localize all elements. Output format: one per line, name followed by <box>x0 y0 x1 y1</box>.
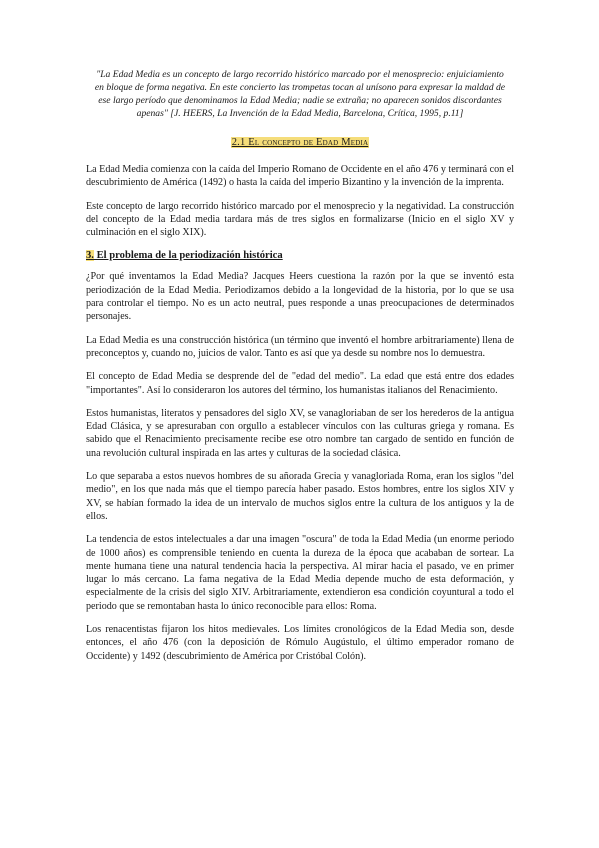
document-page <box>86 68 514 673</box>
subheading-number: 3. <box>86 250 94 262</box>
paragraph: Los renacentistas fijaron los hitos medievales. Los límites cronológicos de la Edad Media son, desde entonces, el año 476 (con la deposición de Rómulo Augústulo, el último emperador romano de Occidente) y 1492 (descubrimiento de América por Cristóbal Colón). <box>86 624 514 662</box>
paragraph: ¿Por qué inventamos la Edad Media? Jacques Heers cuestiona la razón por la que se inventó esta periodización de la Edad Media. Periodizamos debido a la longevidad de la historia, por lo que se usa para controlar el tiempo. No es un acto neutral, pues responde a unas preocupaciones de determinados personajes. <box>86 271 514 323</box>
paragraph: Lo que separaba a estos nuevos hombres de su añorada Grecia y vanagloriada Roma, eran los siglos "del medio", en los que nada más que el tiempo parecía haber pasado. Estos hombres, entre los siglos XIV y XV, se habían formado la idea de un intervalo de muchos siglos entre la cultura de los antiguos y la de ellos. <box>86 471 514 522</box>
paragraph: La Edad Media comienza con la caída del Imperio Romano de Occidente en el año 476 y terminará con el descubrimiento de América (1492) o hasta la caída del imperio Bizantino y la invención de la imprenta. <box>86 164 514 189</box>
subheading-text: El problema de la periodización histórica <box>93 250 283 262</box>
section-title <box>86 136 514 149</box>
epigraph-quote: "La Edad Media es un concepto de largo recorrido histórico marcado por el menosprecio: enjuiciamiento en bloque de forma negativa. En este concierto las trompetas tocan al unísono para expresar la maldad de ese largo período que denominamos la Edad Media; nadie se extraña; no aparecen sonidos discordantes apenas" [J. HEERS, La Invención de la Edad Media, Barcelona, Crítica, 1995, p.11] <box>94 69 506 119</box>
paragraph: El concepto de Edad Media se desprende del de "edad del medio". La edad que está entre dos edades "importantes". Así lo consideraron los autores del término, los humanistas italianos del Renacimiento. <box>86 371 514 396</box>
section-title-text: 2.1 El concepto de Edad Media <box>231 137 369 148</box>
paragraph: La tendencia de estos intelectuales a dar una imagen "oscura" de toda la Edad Media (un enorme periodo de 1000 años) es comprensible teniendo en cuenta la dureza de la época que acababan de sortear. La mente humana tiene una natural tendencia hacia la perspectiva. Al mirar hacia el pasado, ve en primer lugar lo más cercano. La fama negativa de la Edad Media depende mucho de esta deformación, y especialmente de la crisis del siglo XIV. Arbitrariamente, extendieron esa condición coyuntural a todo el periodo que se remontaban hasta lo único reconocible para ellos: Roma. <box>86 534 514 612</box>
paragraph: La Edad Media es una construcción histórica (un término que inventó el hombre arbitrariamente) llena de preconceptos y, cuando no, juicios de valor. Tanto es así que ya desde su nombre nos lo demuestra. <box>86 334 514 359</box>
paragraph: Este concepto de largo recorrido histórico marcado por el menosprecio y la negatividad. La construcción del concepto de la Edad media tardara más de tres siglos en formalizarse (Inicio en el siglo XV y culminación en el siglo XIX). <box>86 200 514 239</box>
subheading <box>86 249 514 262</box>
paragraph: Estos humanistas, literatos y pensadores del siglo XV, se vanagloriaban de ser los herederos de la antigua Edad Clásica, y se apresuraban con orgullo a establecer vínculos con las culturas griega y romana. Es sabido que el Renacimiento precisamente recibe ese otro nombre tan cargado de sentido en función de una revolución cultural inspirada en las artes y culturas de la sociedad clásica. <box>86 407 514 459</box>
